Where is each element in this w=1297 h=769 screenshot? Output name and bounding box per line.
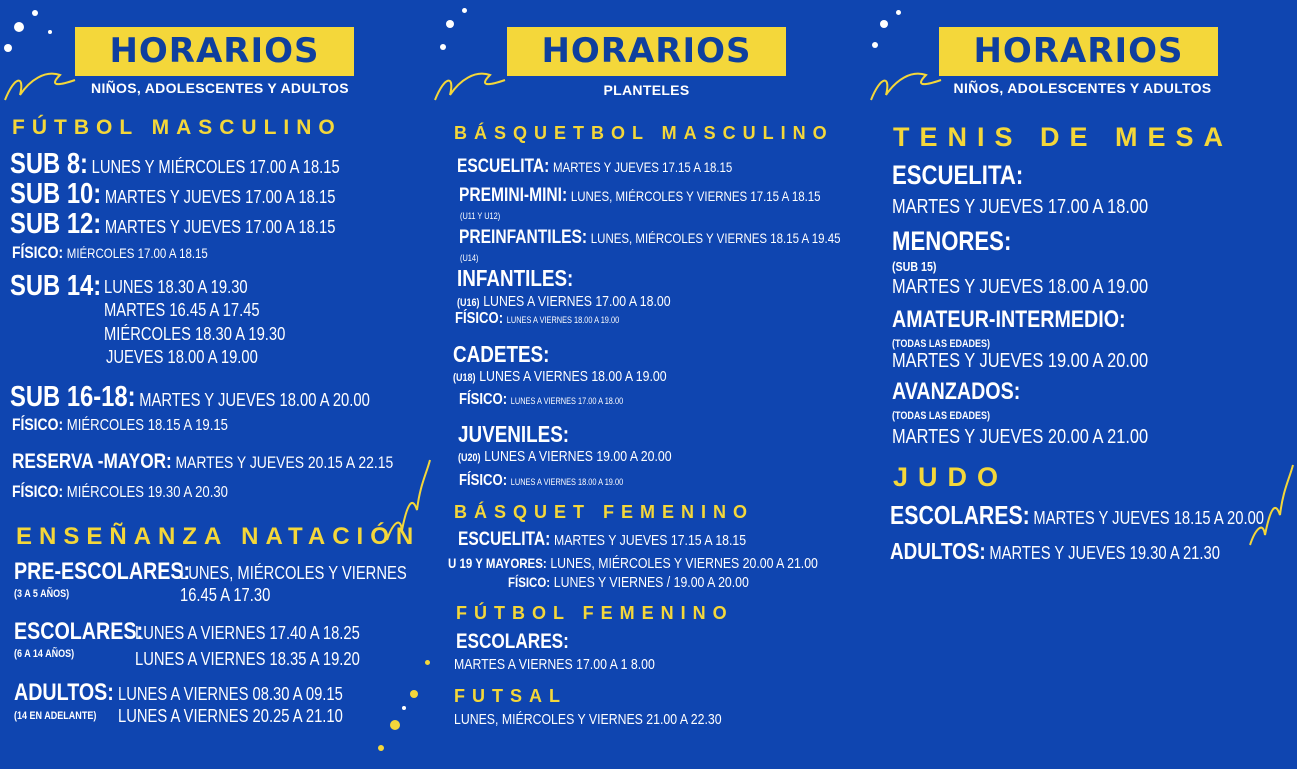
escolares-line: LUNES A VIERNES 18.35 A 19.20 <box>135 649 360 669</box>
panel3-subtitle: NIÑOS, ADOLESCENTES Y ADULTOS <box>953 80 1212 96</box>
amateur-label: AMATEUR-INTERMEDIO: <box>892 306 1126 333</box>
futbol-masculino-heading: FÚTBOL MASCULINO <box>12 116 342 139</box>
squiggle-decoration <box>430 55 510 105</box>
sub10-text: MARTES Y JUEVES 17.00 A 18.15 <box>104 187 336 207</box>
avanzados-label: AVANZADOS: <box>892 378 1021 405</box>
sub1618-text: MARTES Y JUEVES 18.00 A 20.00 <box>139 390 370 410</box>
juveniles-label: JUVENILES: <box>458 421 570 447</box>
reserva-row <box>12 450 393 474</box>
tenis-escuelita-text: MARTES Y JUEVES 17.00 A 18.00 <box>892 196 1149 218</box>
pre-escolares-age: (3 A 5 AÑOS) <box>14 588 70 600</box>
judo-heading: JUDO <box>893 462 1009 492</box>
amateur-text: MARTES Y JUEVES 19.00 A 20.00 <box>892 350 1149 372</box>
escolares-line: LUNES A VIERNES 17.40 A 18.25 <box>135 623 360 643</box>
fisico3-text: MIÉRCOLES 19.30 A 20.30 <box>66 484 228 501</box>
escolares-age: (6 A 14 AÑOS) <box>14 648 75 660</box>
sub12-row <box>10 208 335 241</box>
basquetbol-masculino-heading: BÁSQUETBOL MASCULINO <box>454 123 834 143</box>
sub14-line: MARTES 16.45 A 17.45 <box>104 300 260 320</box>
reserva-text: MARTES Y JUEVES 20.15 A 22.15 <box>175 453 394 472</box>
pre-escolares-line: LUNES, MIÉRCOLES Y VIERNES <box>180 563 407 583</box>
menores-text: MARTES Y JUEVES 18.00 A 19.00 <box>892 276 1149 298</box>
adultos-line: LUNES A VIERNES 08.30 A 09.15 <box>118 684 343 704</box>
fisico3-row <box>12 482 228 502</box>
futsal-text: LUNES, MIÉRCOLES Y VIERNES 21.00 A 22.30 <box>454 711 722 728</box>
pre-escolares-label: PRE-ESCOLARES: <box>14 558 191 585</box>
squiggle-decoration <box>0 55 80 105</box>
menores-label: MENORES: <box>892 226 1012 256</box>
basquet-f-escuelita-row: ESCUELITA: MARTES Y JUEVES 17.15 A 18.15 <box>458 529 747 550</box>
infantiles-fisico-row: FÍSICO: LUNES A VIERNES 18.00 A 19.00 <box>455 310 620 327</box>
sub10-row <box>10 178 335 211</box>
premini-row: PREMINI-MINI: LUNES, MIÉRCOLES Y VIERNES 17.15 A 18.15 <box>459 185 821 206</box>
juveniles-row: (U20) LUNES A VIERNES 19.00 A 20.00 <box>458 448 672 465</box>
futbol-f-escolares-text: MARTES A VIERNES 17.00 A 1 8.00 <box>454 656 655 673</box>
adultos-label: ADULTOS: <box>14 679 114 706</box>
fisico2-row <box>12 415 228 435</box>
sub8-label: SUB 8: <box>10 148 88 180</box>
sub14-line: JUEVES 18.00 A 19.00 <box>106 347 258 367</box>
cadetes-fisico-row: FÍSICO: LUNES A VIERNES 17.00 A 18.00 <box>459 391 624 408</box>
fisico1-text: MIÉRCOLES 17.00 A 18.15 <box>66 245 208 261</box>
fisico1-label: FÍSICO: <box>12 243 64 262</box>
squiggle-decoration <box>866 55 946 105</box>
adultos-line: LUNES A VIERNES 20.25 A 21.10 <box>118 706 343 726</box>
menores-age: (SUB 15) <box>892 259 937 274</box>
sub14-label-row <box>10 270 101 303</box>
infantiles-row: (U16) LUNES A VIERNES 17.00 A 18.00 <box>457 293 671 310</box>
cadetes-label: CADETES: <box>453 341 550 367</box>
natacion-heading: ENSEÑANZA NATACIÓN <box>16 523 421 550</box>
reserva-label: RESERVA -MAYOR: <box>12 450 172 473</box>
pre-escolares-line: 16.45 A 17.30 <box>180 585 271 605</box>
futbol-f-escolares-label: ESCOLARES: <box>456 630 569 653</box>
tenis-escuelita-label: ESCUELITA: <box>892 160 1024 190</box>
sub10-label: SUB 10: <box>10 178 102 210</box>
premini-age: (U11 Y U12) <box>460 211 501 221</box>
basquet-femenino-heading: BÁSQUET FEMENINO <box>454 502 755 522</box>
sub1618-label: SUB 16-18: <box>10 381 136 413</box>
panel2-subtitle: PLANTELES <box>603 82 690 98</box>
avanzados-text: MARTES Y JUEVES 20.00 A 21.00 <box>892 426 1149 448</box>
panel1-subtitle: NIÑOS, ADOLESCENTES Y ADULTOS <box>91 80 349 96</box>
juveniles-fisico-row: FÍSICO: LUNES A VIERNES 18.00 A 19.00 <box>459 472 624 489</box>
cadetes-row: (U18) LUNES A VIERNES 18.00 A 19.00 <box>453 368 667 385</box>
panel1-title: HORARIOS <box>75 27 354 76</box>
avanzados-age: (TODAS LAS EDADES) <box>892 410 991 422</box>
preinfantiles-age: (U14) <box>460 253 479 263</box>
sub14-line: LUNES 18.30 A 19.30 <box>104 277 248 297</box>
sub12-text: MARTES Y JUEVES 17.00 A 18.15 <box>104 217 336 237</box>
infantiles-label: INFANTILES: <box>457 265 574 291</box>
judo-adultos-row: ADULTOS: MARTES Y JUEVES 19.30 A 21.30 <box>890 538 1220 564</box>
fisico1-row <box>12 243 208 263</box>
basquet-f-u19-row: U 19 Y MAYORES: LUNES, MIÉRCOLES Y VIERNES 20.00 A 21.00 <box>448 555 818 572</box>
amateur-age: (TODAS LAS EDADES) <box>892 338 991 350</box>
judo-escolares-row: ESCOLARES: MARTES Y JUEVES 18.15 A 20.00 <box>890 500 1264 530</box>
sub14-line: MIÉRCOLES 18.30 A 19.30 <box>104 324 286 344</box>
sub12-label: SUB 12: <box>10 208 102 240</box>
tenis-heading: TENIS DE MESA <box>893 122 1234 152</box>
sub1618-row <box>10 381 370 414</box>
sub14-label: SUB 14: <box>10 270 102 302</box>
futsal-heading: FUTSAL <box>454 686 567 706</box>
sub8-text: LUNES Y MIÉRCOLES 17.00 A 18.15 <box>91 157 340 177</box>
fisico2-label: FÍSICO: <box>12 415 64 434</box>
fisico2-text: MIÉRCOLES 18.15 A 19.15 <box>66 417 228 434</box>
basquet-f-fisico-row: FÍSICO: LUNES Y VIERNES / 19.00 A 20.00 <box>508 574 749 591</box>
panel3-title: HORARIOS <box>939 27 1218 76</box>
fisico3-label: FÍSICO: <box>12 482 64 501</box>
escolares-label: ESCOLARES: <box>14 618 144 645</box>
preinfantiles-row: PREINFANTILES: LUNES, MIÉRCOLES Y VIERNES 18.15 A 19.45 <box>459 227 841 248</box>
adultos-age: (14 EN ADELANTE) <box>14 710 97 722</box>
panel2-title: HORARIOS <box>507 27 786 76</box>
sub8-row <box>10 148 340 181</box>
futbol-femenino-heading: FÚTBOL FEMENINO <box>456 603 734 623</box>
escuelita-row: ESCUELITA: MARTES Y JUEVES 17.15 A 18.15 <box>457 156 733 177</box>
